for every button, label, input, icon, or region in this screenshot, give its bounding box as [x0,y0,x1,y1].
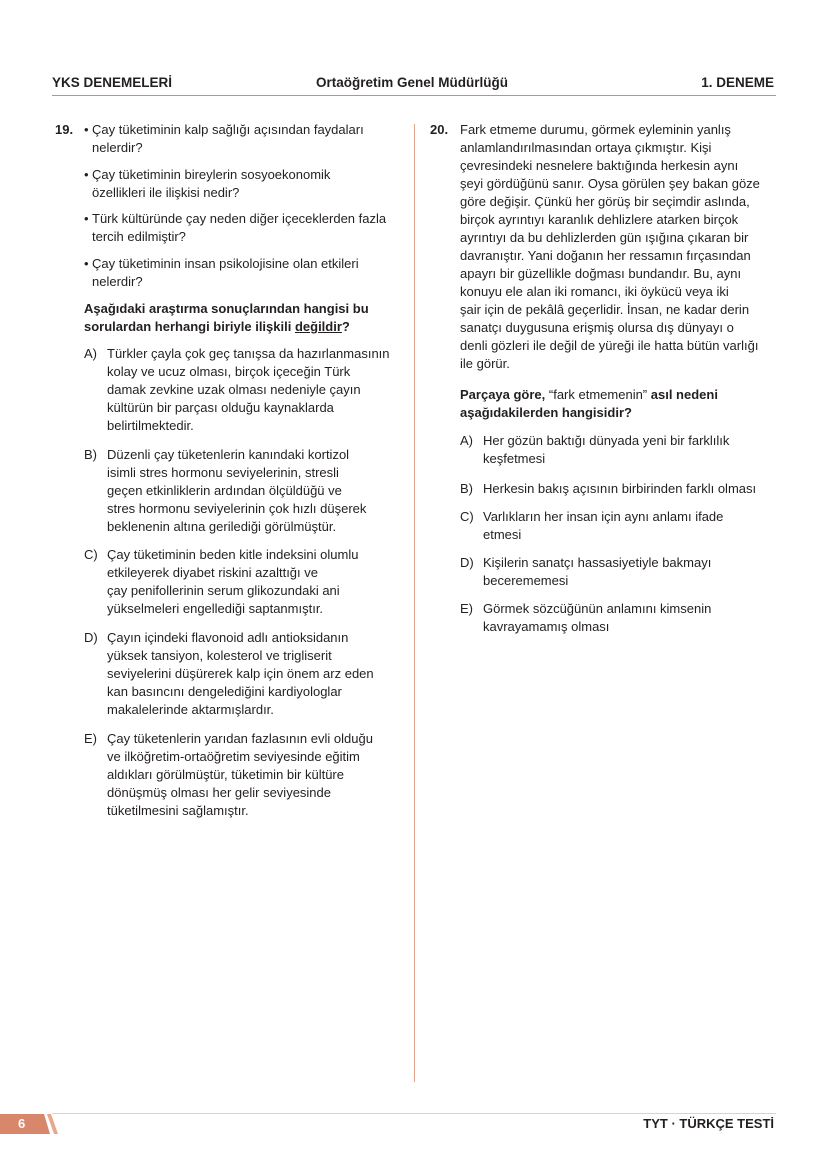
q20-prompt-quote: “fark etmemenin” [548,387,648,402]
option-letter: B) [460,481,473,496]
q19-prompt-negation: değildir [294,319,342,334]
option-text: Her gözün baktığı dünyada yeni bir farklılık keşfetmesi [483,433,730,466]
option-letter: E) [84,731,97,746]
q19-prompt-end: ? [341,319,350,334]
option-letter: C) [84,547,98,562]
option-letter: C) [460,509,474,524]
header-divider [52,95,776,96]
q19-bullet-1: Çay tüketiminin kalp sağlığı açısından faydaları nelerdir? [92,122,364,155]
footer-divider [52,1113,776,1114]
option-text: Düzenli çay tüketenlerin kanındaki kortizol isimli stres hormonu seviyelerinin, stresli geçen etkinliklerin ardından ölçüldüğü ve stres hormonu seviyelerinin çok hızlı düşerek beklenenin altına gerilediği görülmüştür. [107,447,367,534]
option-text: Herkesin bakış açısının birbirinden farklı olması [483,481,757,496]
option-letter: E) [460,601,473,616]
header-exam-number: 1. DENEME [701,75,774,90]
q19-prompt-text: Aşağıdaki araştırma sonuçlarından hangisi bu sorulardan herhangi biriyle ilişkili [84,301,369,334]
option-text: Çayın içindeki flavonoid adlı antioksidanın yüksek tansiyon, kolesterol ve trigliserit seviyelerini düşürerek kalp için önem arz eden kan basıncını dengelediğini kardiyologlar makalelerinde aktarmışlardır. [107,630,374,717]
question-number-19: 19. [55,122,74,137]
option-text: Varlıkların her insan için aynı anlamı ifade etmesi [483,509,724,542]
bullet-icon: • [84,122,89,137]
q20-prompt-text: Parçaya göre, [460,387,549,402]
bullet-icon: • [84,256,89,271]
q19-bullet-3: Türk kültüründe çay neden diğer içeceklerden fazla tercih edilmiştir? [92,211,387,244]
page-tab-shape [0,1114,62,1134]
option-text: Çay tüketenlerin yarıdan fazlasının evli olduğu ve ilköğretim-ortaöğretim seviyesinde eğitim aldıkları görülmüştür, tüketimin bir kültüre dönüşmüş olması her gelir seviyesinde tüketilmesini sağlamıştır. [107,731,373,818]
bullet-icon: • [84,211,89,226]
option-text: Görmek sözcüğünün anlamını kimsenin kavrayamamış olması [483,601,712,634]
question-number-20: 20. [430,122,449,137]
option-text: Türkler çayla çok geç tanışsa da hazırlanmasının kolay ve ucuz olması, birçok içeceğin Türk damak zevkine uzak olması nedeniyle çayın kültürün bir parçası olduğu kaynaklarda belirtilmektedir. [107,346,390,433]
option-letter: D) [84,630,98,645]
option-letter: D) [460,555,474,570]
option-letter: A) [460,433,473,448]
q20-passage: Fark etmeme durumu, görmek eyleminin yanlış anlamlandırılmasından ortaya çıkmıştır. Kişi çevresindeki nesnelere baktığında herkesin aynı şeyi gördüğünü sanır. Oysa görülen şey bakan göze göre değişir. Çünkü her görüş bir seçimdir aslında, birçok ayrıntıyı karanlık dehlizlere atarken birçok ayrıntıyı da bu dehlizlerden gün ışığına çıkaran bir davranıştır. Yani doğanın her ressamın fırçasından apayrı bir güzellikle doğması bundandır. Bu, aynı konuyu ele alan iki romancı, iki öykücü veya iki şair için de pekâlâ geçerlidir. İnsan, ne kadar derin sanatçı duygusuna erişmiş olursa dış dünyayı o denli gözleri ile değil de yüreği ile hatta bütün varlığı ile görür. [460,122,760,371]
option-text: Kişilerin sanatçı hassasiyetiyle bakmayı becerememesi [483,555,712,588]
bullet-icon: • [84,167,89,182]
q19-prompt [84,300,369,336]
column-divider [414,124,415,1082]
page-number: 6 [18,1116,26,1131]
header-series: YKS DENEMELERİ [52,75,173,90]
q20-prompt-text-end: asıl nedeni aşağıdakilerden hangisidir? [460,387,718,420]
option-text: Çay tüketiminin beden kitle indeksini olumlu etkileyerek diyabet riskini azalttığı ve çay penifollerinin serum glikozundaki ani yükselmeleri engellediği saptanmıştır. [107,547,359,616]
header-institution: Ortaöğretim Genel Müdürlüğü [316,75,509,90]
option-letter: B) [84,447,97,462]
option-letter: A) [84,346,97,361]
q19-bullet-2: Çay tüketiminin bireylerin sosyoekonomik özellikleri ile ilişkisi nedir? [92,167,331,200]
footer-title: TYT · TÜRKÇE TESTİ [643,1116,774,1131]
q20-prompt [460,386,718,422]
q19-bullet-4: Çay tüketiminin insan psikolojisine olan etkileri nelerdir? [92,256,359,289]
